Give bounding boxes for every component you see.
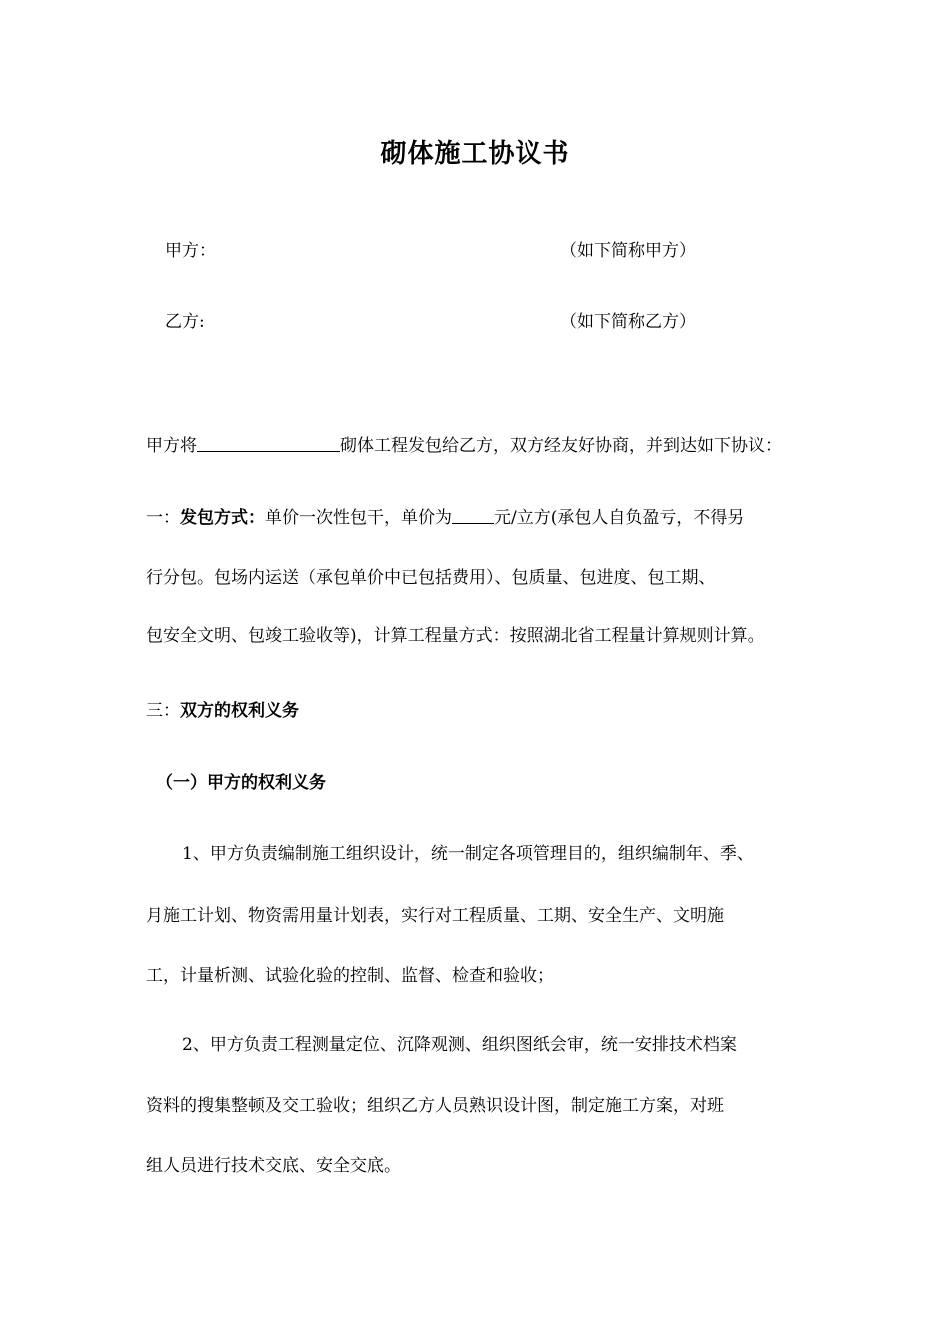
- party-a-label: 甲方：: [165, 241, 216, 261]
- intro-paragraph: [146, 433, 782, 458]
- item1-line1: 1、甲方负责编制施工组织设计，统一制定各项管理目的，组织编制年、季、: [182, 844, 754, 864]
- intro-suffix: 砌体工程发包给乙方，双方经友好协商，并到达如下协议：: [340, 436, 782, 456]
- item2-line2: 资料的搜集整顿及交工验收；组织乙方人员熟识设计图，制定施工方案，对班: [146, 1096, 724, 1116]
- unit-price-blank: [452, 505, 494, 524]
- item1-line2: 月施工计划、物资需用量计划表，实行对工程质量、工期、安全生产、文明施: [146, 906, 724, 926]
- item1-line3: 工，计量析测、试验化验的控制、监督、检查和验收；: [146, 966, 554, 986]
- section1-text-a: 单价一次性包干，单价为: [265, 508, 452, 528]
- item2-line3: 组人员进行技术交底、安全交底。: [146, 1156, 401, 1176]
- section1-line2: 行分包。包场内运送（承包单价中已包括费用）、包质量、包进度、包工期、: [146, 568, 716, 588]
- project-name-blank: [197, 433, 340, 452]
- party-a-note: （如下简称甲方）: [560, 241, 696, 261]
- intro-prefix: 甲方将: [146, 436, 197, 456]
- section3-heading: 双方的权利义务: [180, 701, 299, 721]
- section3-number: 三：: [146, 701, 180, 721]
- section1-line3: 包安全文明、包竣工验收等)，计算工程量方式：按照湖北省工程量计算规则计算。: [146, 626, 765, 646]
- document-title: 砌体施工协议书: [380, 139, 570, 169]
- item2-line1: 2、甲方负责工程测量定位、沉降观测、组织图纸会审，统一安排技术档案: [182, 1035, 737, 1055]
- party-b-note: （如下简称乙方）: [560, 312, 696, 332]
- section1-text-b: 元/立方(承包人自负盈亏，不得另: [494, 508, 745, 528]
- section3-sub1-heading: （一）甲方的权利义务: [156, 773, 326, 793]
- section3-heading-line: [146, 699, 299, 723]
- party-b-label: 乙方:: [165, 312, 205, 332]
- section1-number: 一：: [146, 508, 180, 528]
- section1-heading: 发包方式：: [180, 508, 265, 528]
- section1-line1: [146, 505, 744, 530]
